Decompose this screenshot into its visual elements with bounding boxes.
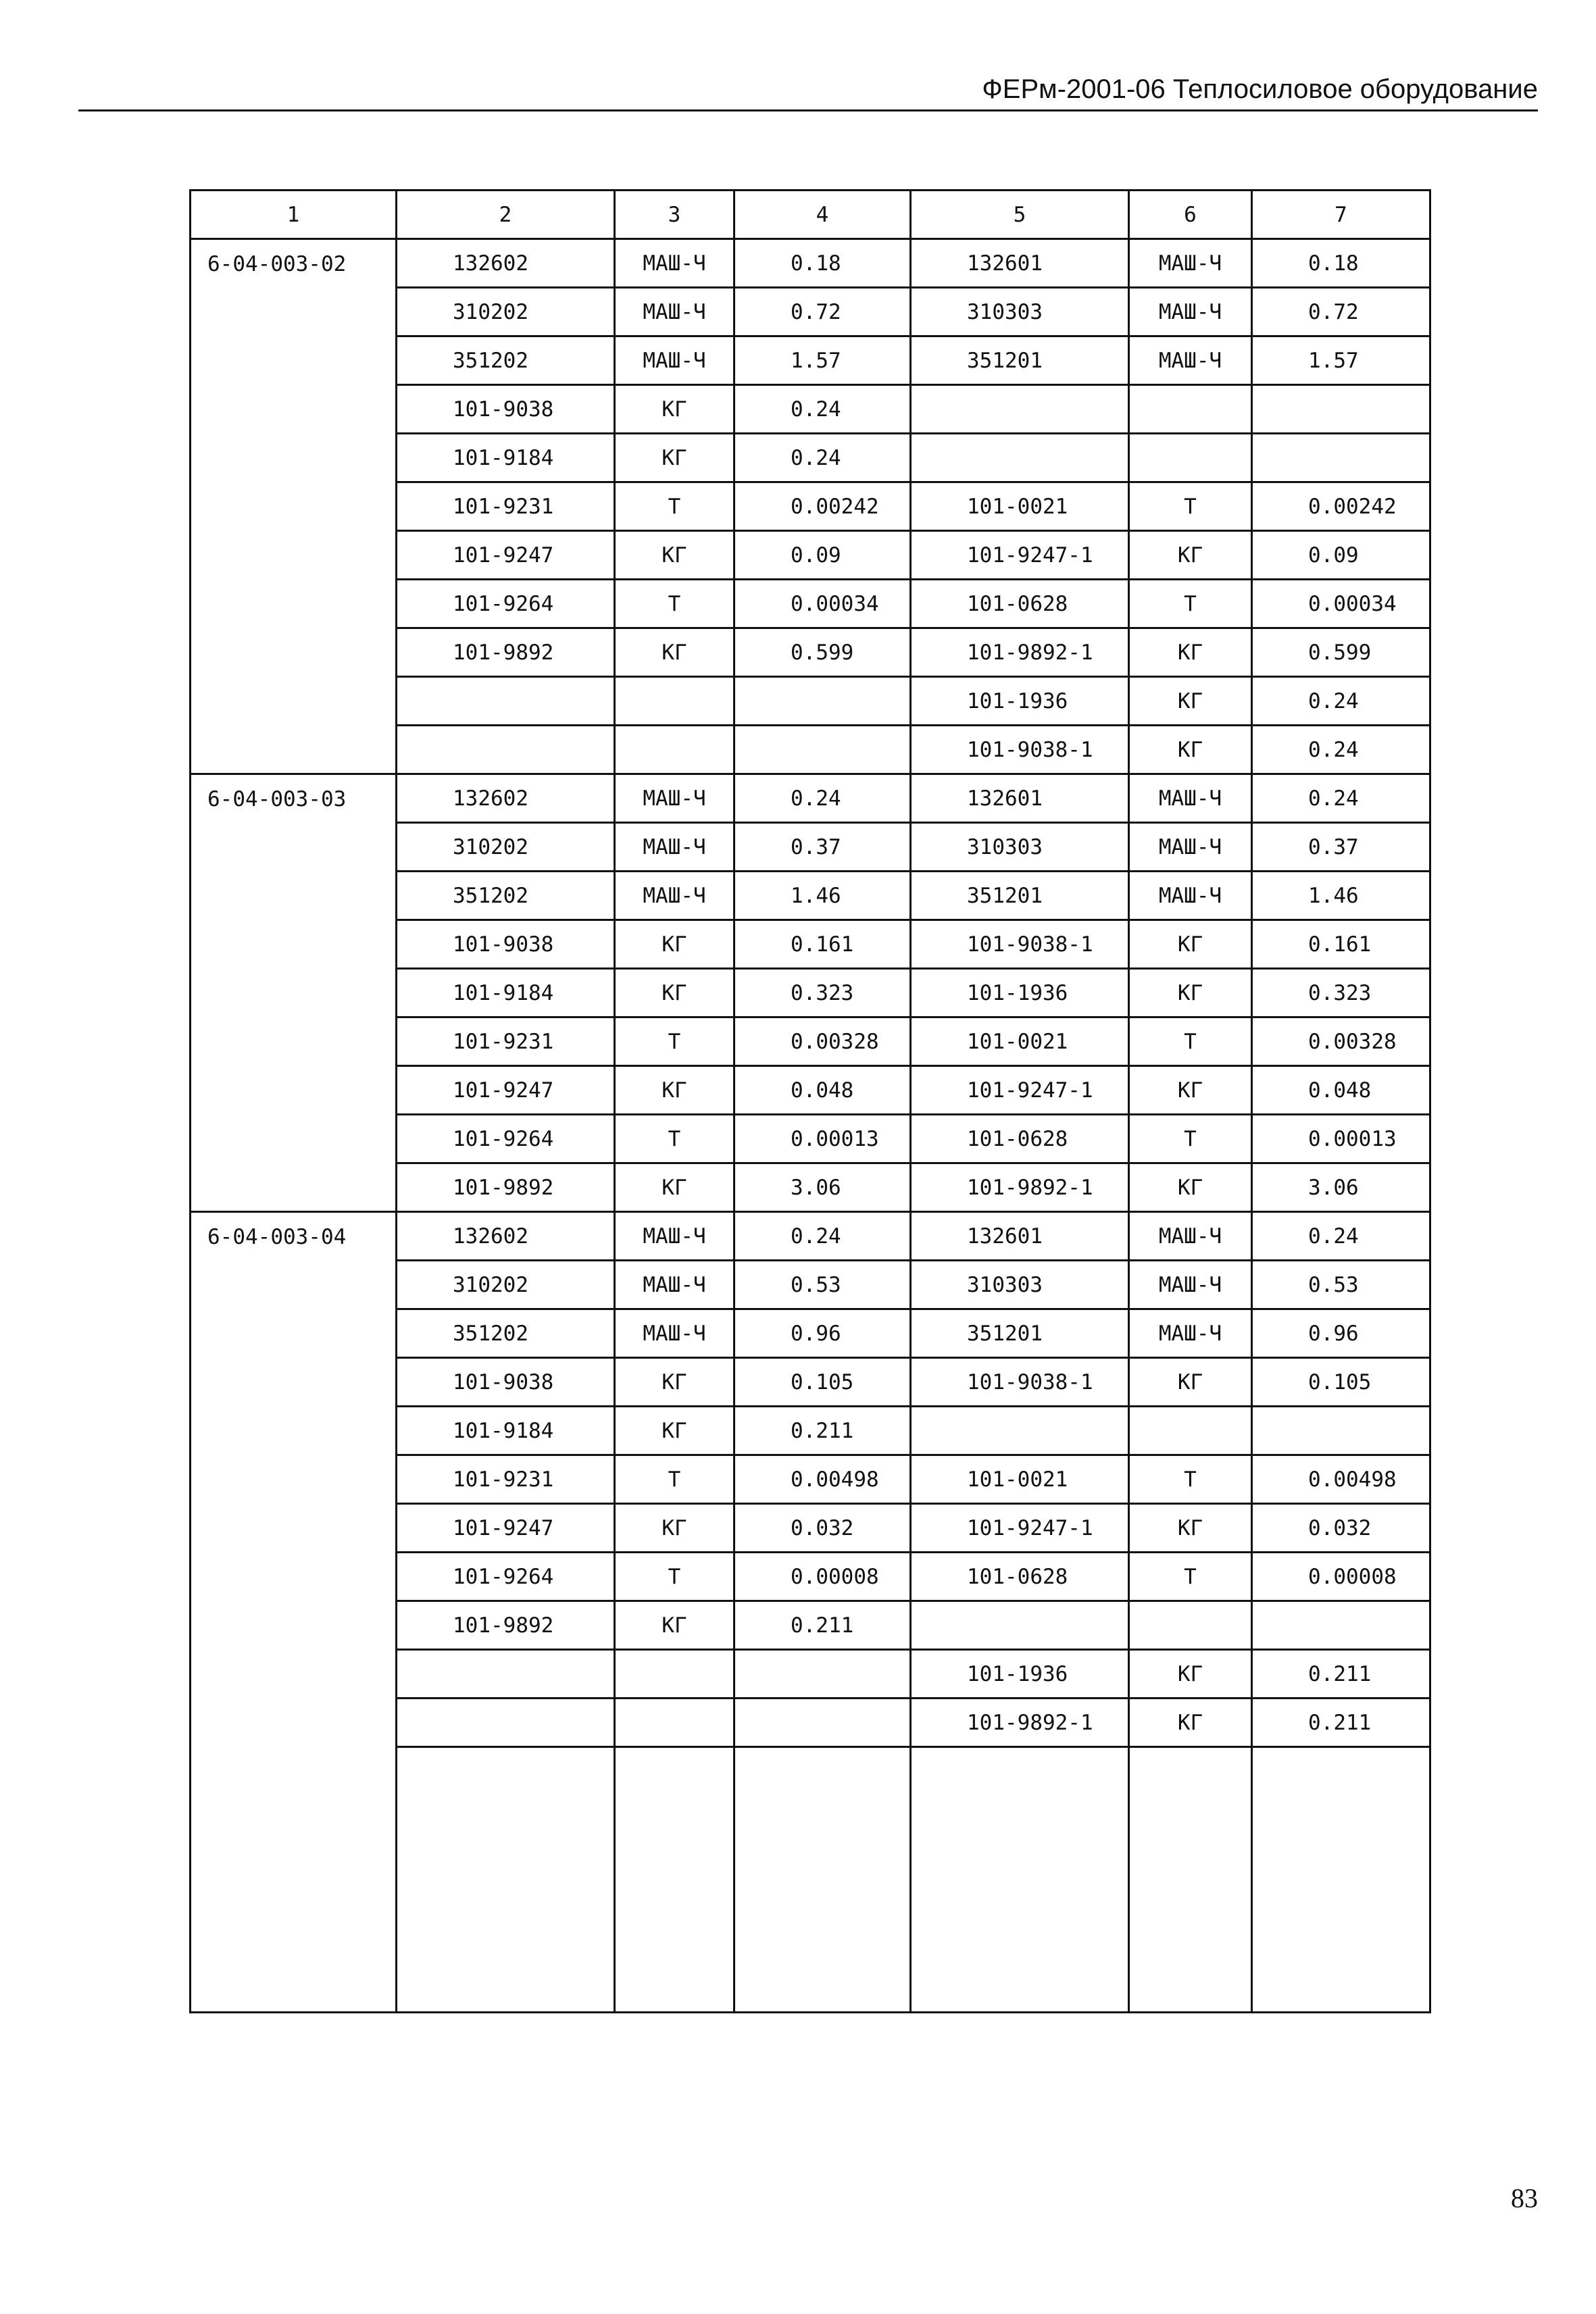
table-cell: Т: [615, 580, 734, 628]
table-cell: КГ: [1129, 1504, 1252, 1553]
table-cell: 101-1936: [911, 969, 1129, 1017]
table-cell: 132602: [397, 1212, 615, 1261]
table-cell: [615, 726, 734, 774]
table-cell: 101-9231: [397, 1455, 615, 1504]
table-cell: КГ: [615, 1601, 734, 1650]
table-cell: 101-9184: [397, 1407, 615, 1455]
table-cell: КГ: [615, 531, 734, 580]
table-cell: 101-9264: [397, 1115, 615, 1163]
table-cell: КГ: [615, 1066, 734, 1115]
table-cell: 0.211: [734, 1601, 911, 1650]
table-cell: [734, 726, 911, 774]
table-cell: 0.00034: [734, 580, 911, 628]
table-cell: Т: [615, 1553, 734, 1601]
table-body: [191, 191, 1430, 2013]
table-cell: 101-9892: [397, 1601, 615, 1650]
table-cell: [1129, 385, 1252, 434]
table-cell: 0.24: [1252, 726, 1430, 774]
table-cell: МАШ-Ч: [1129, 774, 1252, 823]
table-cell: 0.00242: [734, 482, 911, 531]
table-cell: 0.211: [1252, 1650, 1430, 1699]
table-cell: 101-9264: [397, 1553, 615, 1601]
table-cell: 101-9231: [397, 482, 615, 531]
table-cell: [734, 1699, 911, 1747]
table-cell: КГ: [1129, 1358, 1252, 1407]
table-cell: 0.032: [734, 1504, 911, 1553]
table-cell: МАШ-Ч: [1129, 823, 1252, 872]
table-cell: [911, 385, 1129, 434]
table-cell: [397, 677, 615, 726]
table-cell: [1129, 434, 1252, 482]
table-cell: 0.24: [734, 1212, 911, 1261]
table-cell: 101-0628: [911, 580, 1129, 628]
table-cell: 0.00008: [734, 1553, 911, 1601]
table-cell: 101-1936: [911, 677, 1129, 726]
table-cell: 0.211: [1252, 1699, 1430, 1747]
table-cell: 0.37: [734, 823, 911, 872]
table-cell: 132601: [911, 1212, 1129, 1261]
table-cell: [1252, 434, 1430, 482]
table-cell: КГ: [1129, 1699, 1252, 1747]
table-cell: 310202: [397, 823, 615, 872]
table-cell: 1.46: [1252, 872, 1430, 920]
column-header: 6: [1129, 191, 1252, 239]
table-cell: 0.211: [734, 1407, 911, 1455]
table-cell: 0.00013: [734, 1115, 911, 1163]
table-cell: КГ: [615, 434, 734, 482]
table-cell: Т: [1129, 1115, 1252, 1163]
norm-code-cell: 6-04-003-02: [191, 239, 397, 774]
table-cell: 0.00498: [1252, 1455, 1430, 1504]
table-cell: 0.24: [734, 774, 911, 823]
table-cell: 132602: [397, 774, 615, 823]
empty-cell: [911, 1747, 1129, 2013]
table-cell: КГ: [615, 969, 734, 1017]
table-row: [191, 774, 1430, 823]
table-cell: 132601: [911, 239, 1129, 288]
header-rule: [78, 109, 1538, 111]
column-header: 1: [191, 191, 397, 239]
table-cell: 132602: [397, 239, 615, 288]
empty-cell: [1252, 1747, 1430, 2013]
table-cell: 101-9247: [397, 1504, 615, 1553]
table-cell: 0.323: [1252, 969, 1430, 1017]
table-cell: 310202: [397, 1261, 615, 1309]
table-cell: [911, 434, 1129, 482]
table-cell: 0.00242: [1252, 482, 1430, 531]
table-cell: 101-9247-1: [911, 1066, 1129, 1115]
table-cell: 1.57: [734, 336, 911, 385]
table-cell: 351202: [397, 872, 615, 920]
table-cell: 101-9892-1: [911, 628, 1129, 677]
table-cell: 351202: [397, 336, 615, 385]
table-cell: 101-9247: [397, 1066, 615, 1115]
table-cell: 3.06: [734, 1163, 911, 1212]
table-cell: Т: [615, 1115, 734, 1163]
column-header: 7: [1252, 191, 1430, 239]
table-cell: КГ: [615, 1163, 734, 1212]
table-cell: 101-1936: [911, 1650, 1129, 1699]
table-cell: 132601: [911, 774, 1129, 823]
table-cell: [397, 726, 615, 774]
table-cell: Т: [1129, 1553, 1252, 1601]
table-cell: 0.599: [1252, 628, 1430, 677]
table-cell: МАШ-Ч: [615, 774, 734, 823]
table-cell: 310303: [911, 1261, 1129, 1309]
table-cell: [911, 1601, 1129, 1650]
norm-code-cell: 6-04-003-03: [191, 774, 397, 1212]
empty-cell: [615, 1747, 734, 2013]
table-cell: [615, 677, 734, 726]
table-cell: 101-9038-1: [911, 726, 1129, 774]
table-cell: [397, 1650, 615, 1699]
table-cell: МАШ-Ч: [1129, 1212, 1252, 1261]
column-header: 5: [911, 191, 1129, 239]
table-cell: 101-9247-1: [911, 531, 1129, 580]
table-cell: [734, 1650, 911, 1699]
table-cell: 101-9247-1: [911, 1504, 1129, 1553]
table-cell: МАШ-Ч: [615, 1261, 734, 1309]
table-cell: 0.72: [1252, 288, 1430, 336]
table-cell: 101-9184: [397, 434, 615, 482]
table-cell: [1252, 1601, 1430, 1650]
column-header: 2: [397, 191, 615, 239]
table-cell: 310303: [911, 823, 1129, 872]
table-cell: КГ: [615, 385, 734, 434]
table-cell: КГ: [615, 1358, 734, 1407]
table-cell: 101-9231: [397, 1017, 615, 1066]
table-cell: МАШ-Ч: [615, 1309, 734, 1358]
table-cell: КГ: [1129, 1650, 1252, 1699]
table-cell: 0.00034: [1252, 580, 1430, 628]
table-cell: 0.00498: [734, 1455, 911, 1504]
table-cell: КГ: [1129, 726, 1252, 774]
table-cell: КГ: [615, 628, 734, 677]
table-cell: 0.37: [1252, 823, 1430, 872]
table-cell: КГ: [1129, 628, 1252, 677]
table-cell: КГ: [615, 1504, 734, 1553]
page-number: 83: [1511, 2183, 1538, 2213]
table-cell: 101-9038: [397, 385, 615, 434]
table-cell: [615, 1650, 734, 1699]
table-cell: КГ: [1129, 677, 1252, 726]
table-cell: 101-0021: [911, 1455, 1129, 1504]
table-cell: МАШ-Ч: [615, 1212, 734, 1261]
table-cell: 351201: [911, 336, 1129, 385]
table-cell: 351202: [397, 1309, 615, 1358]
table-cell: Т: [1129, 482, 1252, 531]
table-cell: [1252, 385, 1430, 434]
table-row: [191, 1212, 1430, 1261]
table-cell: Т: [615, 1455, 734, 1504]
table-cell: 3.06: [1252, 1163, 1430, 1212]
table-cell: 0.048: [734, 1066, 911, 1115]
table-cell: Т: [615, 482, 734, 531]
table-cell: 101-9892-1: [911, 1699, 1129, 1747]
norm-code-cell: 6-04-003-04: [191, 1212, 397, 2013]
table-cell: 0.032: [1252, 1504, 1430, 1553]
table-cell: 0.18: [734, 239, 911, 288]
table-cell: КГ: [615, 920, 734, 969]
table-cell: 0.24: [734, 434, 911, 482]
table-cell: 351201: [911, 872, 1129, 920]
table-cell: [397, 1699, 615, 1747]
table-cell: КГ: [1129, 920, 1252, 969]
table-cell: 0.105: [734, 1358, 911, 1407]
table-cell: 0.09: [1252, 531, 1430, 580]
table-cell: МАШ-Ч: [1129, 288, 1252, 336]
table-cell: МАШ-Ч: [615, 239, 734, 288]
table-cell: 101-9892: [397, 1163, 615, 1212]
table-cell: Т: [1129, 580, 1252, 628]
table-cell: 0.24: [1252, 677, 1430, 726]
table-cell: 101-9892-1: [911, 1163, 1129, 1212]
table-cell: КГ: [1129, 1066, 1252, 1115]
table-cell: 310303: [911, 288, 1129, 336]
table-cell: 0.96: [734, 1309, 911, 1358]
table-cell: КГ: [1129, 1163, 1252, 1212]
table-cell: 101-9892: [397, 628, 615, 677]
table-cell: 101-9038-1: [911, 1358, 1129, 1407]
table-cell: Т: [1129, 1455, 1252, 1504]
table-cell: 101-9038-1: [911, 920, 1129, 969]
table-cell: МАШ-Ч: [615, 336, 734, 385]
table-cell: КГ: [1129, 969, 1252, 1017]
table-cell: [734, 677, 911, 726]
table-cell: [1129, 1601, 1252, 1650]
table-cell: МАШ-Ч: [1129, 239, 1252, 288]
table-cell: 0.00008: [1252, 1553, 1430, 1601]
table-cell: МАШ-Ч: [615, 823, 734, 872]
table-cell: МАШ-Ч: [1129, 1261, 1252, 1309]
table-cell: МАШ-Ч: [1129, 1309, 1252, 1358]
column-header: 3: [615, 191, 734, 239]
table-cell: [1252, 1407, 1430, 1455]
table-cell: 0.96: [1252, 1309, 1430, 1358]
table-cell: 0.24: [1252, 774, 1430, 823]
table-cell: 0.323: [734, 969, 911, 1017]
table-cell: [615, 1699, 734, 1747]
table-cell: 0.048: [1252, 1066, 1430, 1115]
table-cell: 0.00328: [734, 1017, 911, 1066]
table-cell: 101-9038: [397, 1358, 615, 1407]
table-cell: 101-0628: [911, 1553, 1129, 1601]
table-cell: КГ: [615, 1407, 734, 1455]
empty-cell: [1129, 1747, 1252, 2013]
norms-table: [189, 189, 1431, 2013]
table-cell: 0.161: [1252, 920, 1430, 969]
table-cell: 101-9247: [397, 531, 615, 580]
table-cell: 0.53: [734, 1261, 911, 1309]
table-cell: 0.18: [1252, 239, 1430, 288]
table-cell: 351201: [911, 1309, 1129, 1358]
table-cell: МАШ-Ч: [615, 288, 734, 336]
table-cell: МАШ-Ч: [1129, 872, 1252, 920]
table-cell: 0.00013: [1252, 1115, 1430, 1163]
table-cell: 0.09: [734, 531, 911, 580]
table-cell: Т: [615, 1017, 734, 1066]
table-cell: 101-0628: [911, 1115, 1129, 1163]
table-cell: 0.24: [1252, 1212, 1430, 1261]
column-header: 4: [734, 191, 911, 239]
table-cell: 101-0021: [911, 482, 1129, 531]
table-cell: 101-9038: [397, 920, 615, 969]
table-cell: 101-9264: [397, 580, 615, 628]
table-cell: 1.46: [734, 872, 911, 920]
table-cell: МАШ-Ч: [1129, 336, 1252, 385]
table-cell: [1129, 1407, 1252, 1455]
table-cell: [911, 1407, 1129, 1455]
page-header-title: ФЕРм-2001-06 Теплосиловое оборудование: [982, 74, 1538, 104]
table-cell: 101-9184: [397, 969, 615, 1017]
table-cell: 0.599: [734, 628, 911, 677]
table-row: [191, 239, 1430, 288]
table-cell: 101-0021: [911, 1017, 1129, 1066]
table-cell: Т: [1129, 1017, 1252, 1066]
table-cell: 0.53: [1252, 1261, 1430, 1309]
table-cell: 1.57: [1252, 336, 1430, 385]
empty-cell: [397, 1747, 615, 2013]
table-cell: 0.24: [734, 385, 911, 434]
table-cell: 0.72: [734, 288, 911, 336]
table-cell: КГ: [1129, 531, 1252, 580]
table-cell: МАШ-Ч: [615, 872, 734, 920]
table-header-row: [191, 191, 1430, 239]
table-cell: 310202: [397, 288, 615, 336]
table-cell: 0.00328: [1252, 1017, 1430, 1066]
table-cell: 0.105: [1252, 1358, 1430, 1407]
empty-cell: [734, 1747, 911, 2013]
table-cell: 0.161: [734, 920, 911, 969]
